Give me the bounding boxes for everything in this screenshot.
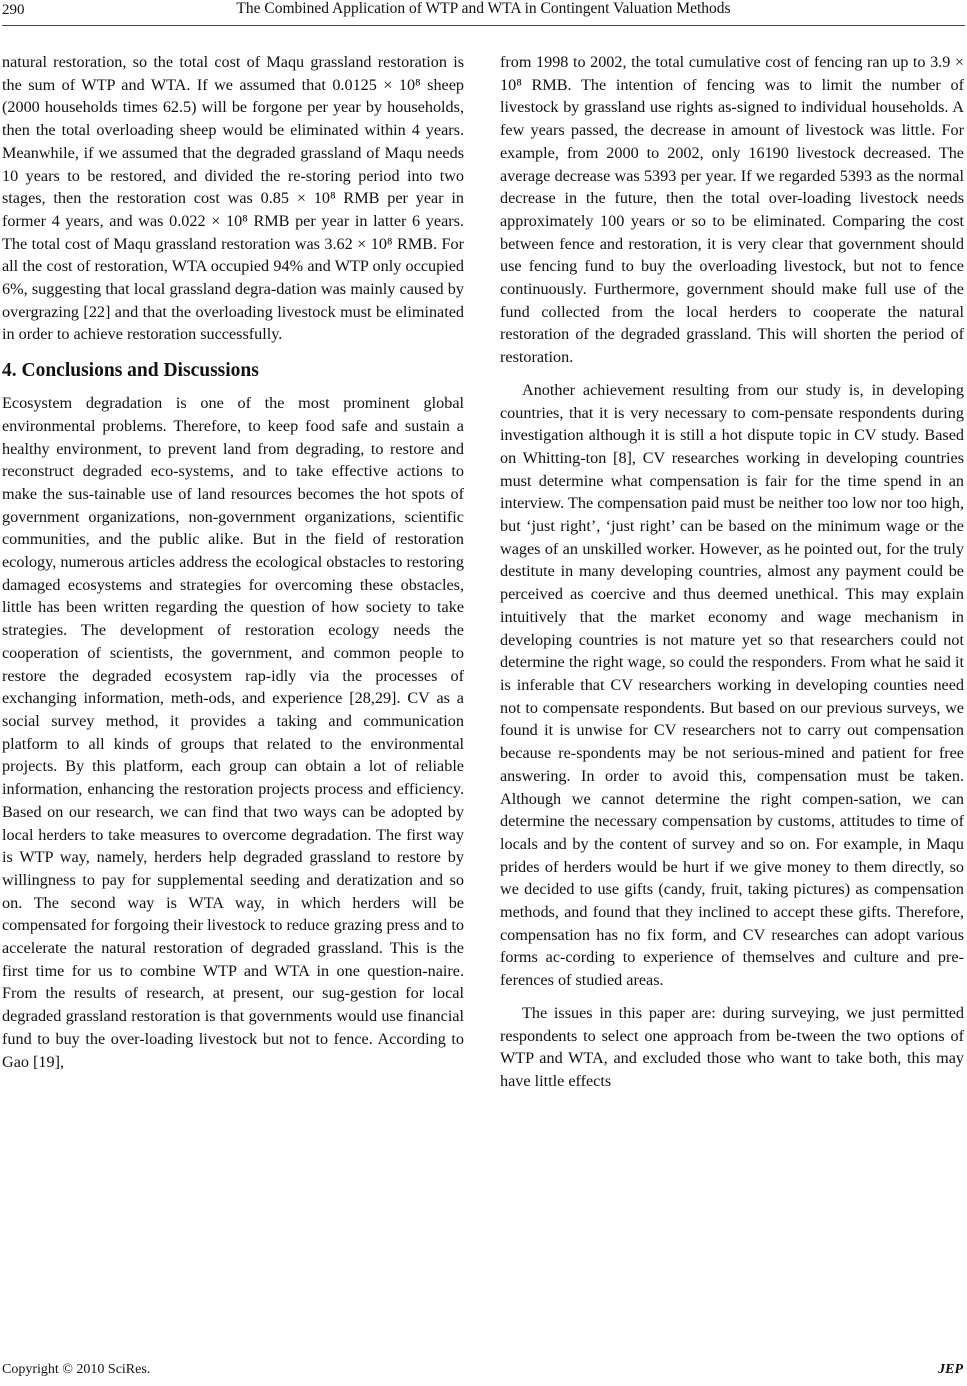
left-column (2, 51, 464, 1073)
page-number: 290 (2, 2, 25, 18)
body-paragraph: The issues in this paper are: during surveying, we just permitted respondents to select one approach from be-tween the two options of WTP and WTA, and excluded those who want to take both, this may have little effects (500, 1003, 964, 1090)
body-paragraph: from 1998 to 2002, the total cumulative cost of fencing ran up to 3.9 × 10⁸ RMB. The intention of fencing was to limit the number of livestock by grassland use rights as-signed to individual households. A few years passed, the decrease in amount of livestock was little. For example, from 2000 to 2002, only 16190 livestock decreased. The average decrease was 5393 per year. If we regarded 5393 as the normal decrease in the future, then the total over-loading livestock needs approximately 100 years or so to be eliminated. Comparing the cost between fence and restoration, it is very clear that government should use fencing fund to buy the overloading livestock, but not to fence continuously. Furthermore, government should make full use of the fund collected from the local herders to cooperate the natural restoration of the degraded grassland. This will shorten the period of restoration. (500, 53, 964, 367)
body-paragraph: natural restoration, so the total cost of Maqu grassland restoration is the sum of WTP and WTA. If we assumed that 0.0125 × 10⁸ sheep (2000 households times 62.5) will be forgone per year by households, then the total overloading sheep would be eliminated within 4 years. Meanwhile, if we assumed that the degraded grassland of Maqu needs 10 years to be restored, and divided the re-storing period into two stages, then the restoration cost was 0.85 × 10⁸ RMB per year in former 4 years, and was 0.022 × 10⁸ RMB per year in latter 6 years. The total cost of Maqu grassland restoration was 3.62 × 10⁸ RMB. For all the cost of restoration, WTA occupied 94% and WTP only occupied 6%, suggesting that local grassland degra-dation was mainly caused by overgrazing [22] and that the overloading livestock must be eliminated in order to achieve restoration successfully. (2, 53, 464, 344)
copyright-notice: Copyright © 2010 SciRes. (2, 1362, 151, 1377)
journal-abbreviation: JEP (938, 1362, 963, 1377)
body-paragraph: Another achievement resulting from our study is, in developing countries, that it is very necessary to com-pensate respondents during investigation although it is still a hot dispute topic in CV study. Based on Whitting-ton [8], CV researches working in developing countries must determine what compensation is fair for the time spend in an interview. The compensation paid must be neither too low nor too high, but ‘just right’, ‘just right’ can be based on the minimum wage or the wages of an unskilled worker. However, as he pointed out, for the truly destitute in many developing countries, almost any payment could be perceived as coercive and thus deemed unethical. This may explain intuitively that the market economy and wage mechanism in developing countries is not mature yet so that researchers could not determine the right wage, so could the responders. From what he said it is inferable that CV researchers working in developing counties need not to compensate respondents. But based on our previous surveys, we found it is unwise for CV researchers not to carry out compensation because re-spondents may be not serious-mined and patient for free answering. In order to avoid this, compensation must be taken. Although we cannot determine the right compen-sation, we can determine the necessary compensation by customs, attitudes to time of locals and by the content of survey and so on. For example, in Maqu prides of herders would be hurt if we give money to them directly, so we decided to use gifts (candy, fruit, taking pictures) as compensation methods, and found that they inclined to accept these gifts. Therefore, compensation has no fix form, and CV researches can adopt various forms ac-cording to experience of themselves and culture and pre-ferences of studied areas. (500, 380, 964, 990)
body-paragraph: Ecosystem degradation is one of the most prominent global environmental problems. Therefore, to keep food safe and sustain a healthy environment, to prevent land from degrading, to restore and reconstruct degraded eco-systems, and to take effective actions to make the sus-tainable use of land resources becomes the hot spots of government organizations, non-government organizations, scientific communities, and the public alike. But in the field of restoration ecology, numerous articles address the ecological obstacles to restoring damaged ecosystems and strategies for overcoming these obstacles, little has been written regarding the question of how society to take strategies. The development of restoration ecology needs the cooperation of scientists, the government, and common people to restore the degraded ecosystem rap-idly via the processes of exchanging information, meth-ods, and experience [28,29]. CV as a social survey method, it provides a taking and communication platform to all kinds of groups that related to the environmental projects. By this platform, each group can obtain a lot of reliable information, enhancing the restoration projects process and efficiency. Based on our research, we can find that two ways can be adopted by local herders to take measures to overcome degradation. The first way is WTP way, namely, herders help degraded grassland to restore by willingness to pay for supplemental seeding and deratization and so on. The second way is WTA way, in which herders will be compensated for forgoing their livestock to reduce grazing press and to accelerate the natural restoration of degraded grassland. This is the first time for us to combine WTP and WTA in one question-naire. From the results of research, at present, our sug-gestion for local degraded grassland restoration is that governments would use financial fund to buy the over-loading livestock but not to fence. According to Gao [19], (2, 394, 464, 1071)
section-heading: 4. Conclusions and Discussions (2, 360, 259, 382)
page-footer (0, 1362, 967, 1384)
running-title: The Combined Application of WTP and WTA in Contingent Valuation Methods (236, 0, 731, 17)
page-header (0, 0, 967, 30)
header-rule (2, 25, 965, 26)
right-column (500, 51, 964, 1093)
